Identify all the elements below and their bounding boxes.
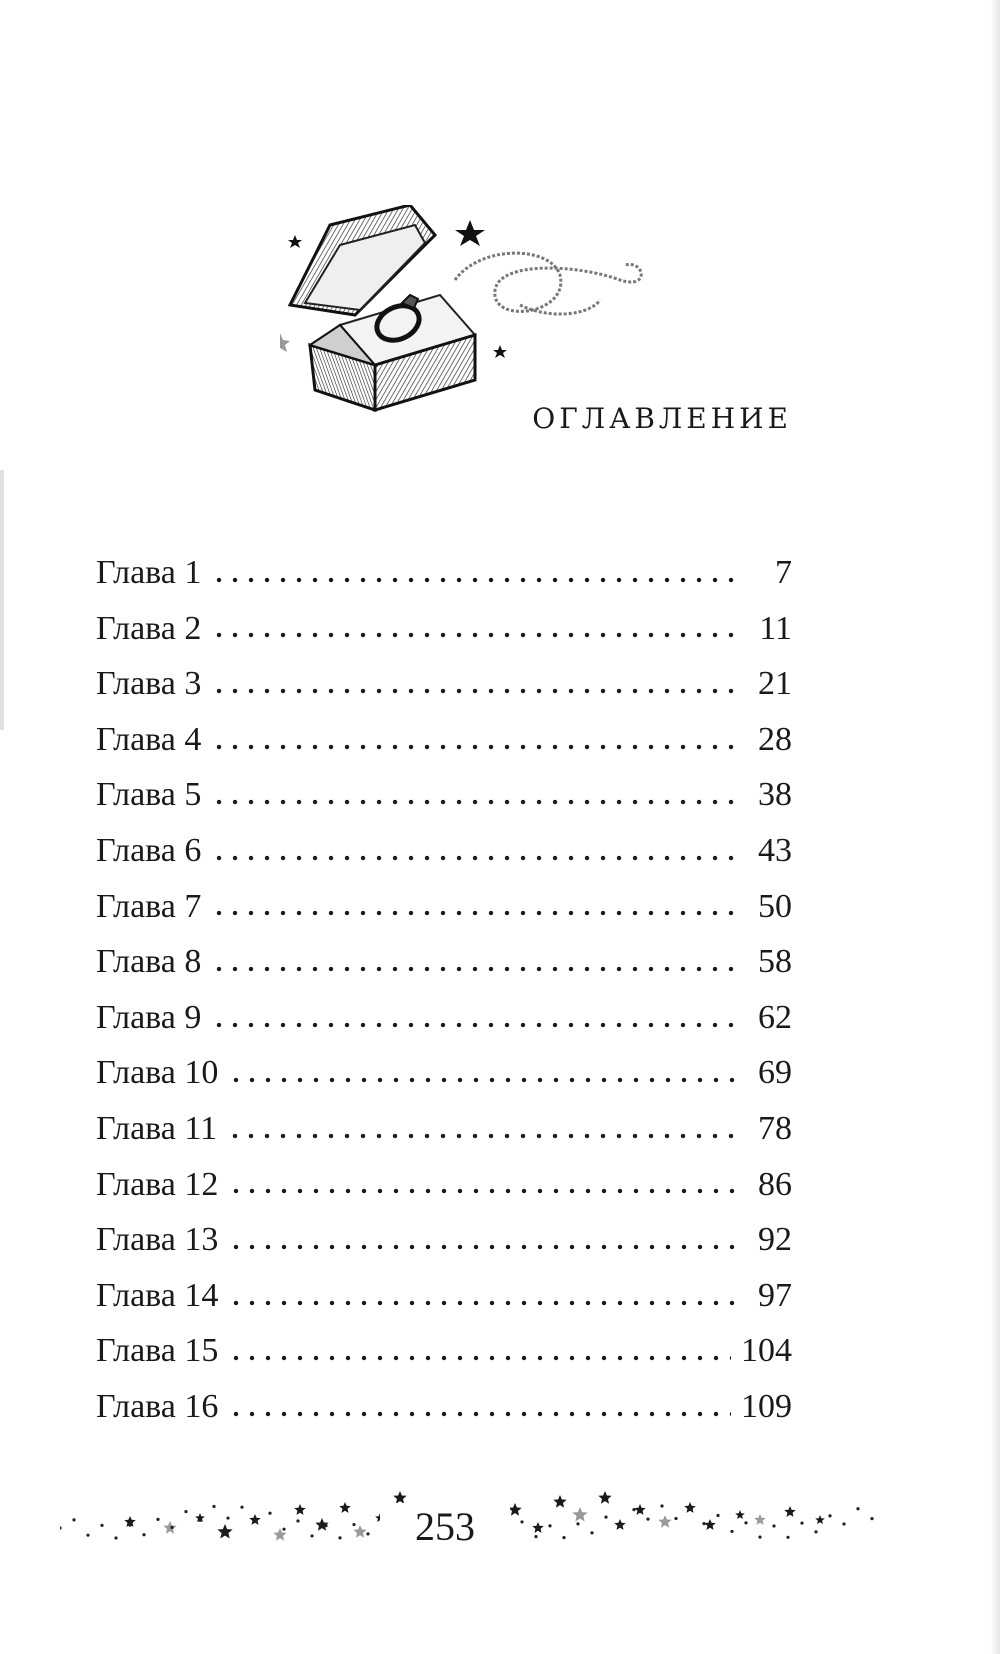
toc-leader-dots bbox=[211, 744, 742, 750]
dot-icon bbox=[562, 1536, 565, 1539]
star-icon bbox=[754, 1514, 765, 1525]
star-icon bbox=[553, 1495, 566, 1508]
dot-icon bbox=[100, 1524, 103, 1527]
page-edge-mark bbox=[0, 470, 4, 730]
dot-icon bbox=[170, 1526, 173, 1529]
toc-leader-dots bbox=[211, 577, 742, 583]
toc-entry-label: Глава 5 bbox=[96, 776, 202, 814]
dot-icon bbox=[324, 1524, 327, 1527]
dot-icon bbox=[534, 1535, 537, 1538]
dot-icon bbox=[310, 1534, 313, 1537]
star-icon bbox=[217, 1524, 232, 1539]
toc-entry-page: 28 bbox=[758, 720, 792, 758]
toc-entry-page: 50 bbox=[758, 887, 792, 925]
dot-icon bbox=[702, 1522, 705, 1525]
toc-entry bbox=[96, 656, 792, 712]
dot-icon bbox=[198, 1519, 201, 1522]
toc-entry-page: 109 bbox=[741, 1387, 792, 1425]
star-icon bbox=[634, 1504, 645, 1515]
toc-entry-page: 7 bbox=[775, 554, 792, 591]
toc-entry-label: Глава 9 bbox=[96, 998, 202, 1036]
toc-leader-dots bbox=[228, 1300, 742, 1306]
dot-icon bbox=[366, 1532, 369, 1535]
toc-entry bbox=[96, 1045, 792, 1101]
star-icon bbox=[815, 1515, 825, 1524]
dot-icon bbox=[660, 1504, 663, 1507]
dot-icon bbox=[688, 1507, 691, 1510]
dot-icon bbox=[114, 1536, 117, 1539]
star-icon bbox=[393, 1491, 406, 1504]
star-icon bbox=[598, 1491, 611, 1504]
dot-icon bbox=[352, 1523, 355, 1526]
toc-leader-dots bbox=[228, 1077, 742, 1083]
dot-icon bbox=[744, 1521, 747, 1524]
dot-icon bbox=[604, 1515, 607, 1518]
toc-leader-dots bbox=[211, 632, 742, 638]
toc-entry bbox=[96, 1379, 792, 1435]
dot-icon bbox=[786, 1536, 789, 1539]
toc-entry-page: 104 bbox=[741, 1332, 792, 1370]
toc-entry bbox=[96, 879, 792, 935]
toc-leader-dots bbox=[211, 855, 742, 861]
toc-entry-label: Глава 1 bbox=[96, 554, 202, 591]
toc-entry bbox=[96, 1157, 792, 1213]
dot-icon bbox=[548, 1524, 551, 1527]
toc-entry-page: 43 bbox=[758, 831, 792, 869]
toc-entry-page: 38 bbox=[758, 776, 792, 814]
dot-icon bbox=[282, 1528, 285, 1531]
ring-box-icon bbox=[290, 205, 475, 410]
toc-entry bbox=[96, 601, 792, 657]
toc-entry bbox=[96, 1323, 792, 1379]
dot-icon bbox=[184, 1510, 187, 1513]
toc-entry bbox=[96, 990, 792, 1046]
toc-entry bbox=[96, 1212, 792, 1268]
toc-entry-label: Глава 2 bbox=[96, 609, 202, 647]
dot-icon bbox=[60, 1526, 62, 1529]
toc-entry-page: 69 bbox=[758, 1054, 792, 1092]
toc-entry bbox=[96, 823, 792, 879]
toc-entry-label: Глава 16 bbox=[96, 1387, 219, 1425]
toc-entry-label: Глава 6 bbox=[96, 831, 202, 869]
toc-entry-page: 86 bbox=[758, 1165, 792, 1203]
dot-icon bbox=[338, 1536, 341, 1539]
toc-entry-label: Глава 13 bbox=[96, 1221, 219, 1259]
toc-leader-dots bbox=[227, 1133, 742, 1139]
swirl-icon bbox=[455, 253, 641, 314]
dot-icon bbox=[814, 1530, 817, 1533]
dot-icon bbox=[254, 1520, 257, 1523]
page-edge-shadow bbox=[990, 0, 1000, 1654]
star-icon bbox=[784, 1506, 795, 1517]
star-icon bbox=[532, 1522, 543, 1533]
dot-icon bbox=[758, 1536, 761, 1539]
star-icon bbox=[353, 1525, 366, 1538]
star-icon bbox=[704, 1519, 715, 1530]
page-number: 253 bbox=[380, 1503, 510, 1550]
dot-icon bbox=[240, 1506, 243, 1509]
toc-leader-dots bbox=[211, 1022, 742, 1028]
star-icon bbox=[339, 1502, 350, 1513]
toc-leader-dots bbox=[228, 1355, 731, 1361]
dot-icon bbox=[156, 1518, 159, 1521]
dot-icon bbox=[142, 1533, 145, 1536]
toc-entry-label: Глава 8 bbox=[96, 943, 202, 981]
table-of-contents bbox=[96, 545, 792, 1435]
toc-leader-dots bbox=[228, 1244, 742, 1250]
toc-leader-dots bbox=[211, 688, 742, 694]
ring-box-illustration bbox=[280, 205, 680, 435]
toc-entry-page: 21 bbox=[758, 665, 792, 703]
dot-icon bbox=[618, 1524, 621, 1527]
toc-leader-dots bbox=[228, 1188, 742, 1194]
dot-icon bbox=[590, 1531, 593, 1534]
dot-icon bbox=[296, 1519, 299, 1522]
toc-entry-label: Глава 15 bbox=[96, 1332, 219, 1370]
toc-entry bbox=[96, 712, 792, 768]
toc-entry-label: Глава 4 bbox=[96, 720, 202, 758]
dot-icon bbox=[632, 1508, 635, 1511]
star-icon bbox=[294, 1504, 305, 1515]
dot-icon bbox=[72, 1518, 75, 1521]
dot-icon bbox=[646, 1518, 649, 1521]
dot-icon bbox=[520, 1520, 523, 1523]
toc-entry-page: 58 bbox=[758, 943, 792, 981]
toc-entry bbox=[96, 545, 792, 601]
toc-entry-page: 97 bbox=[758, 1276, 792, 1314]
toc-entry bbox=[96, 767, 792, 823]
star-icon bbox=[508, 1503, 521, 1516]
toc-leader-dots bbox=[228, 1411, 731, 1417]
dot-icon bbox=[268, 1512, 271, 1515]
toc-entry-page: 62 bbox=[758, 998, 792, 1036]
dot-icon bbox=[716, 1514, 719, 1517]
toc-entry-page: 11 bbox=[759, 609, 792, 647]
dot-icon bbox=[730, 1530, 733, 1533]
dot-icon bbox=[86, 1534, 89, 1537]
star-icon bbox=[163, 1521, 176, 1534]
toc-entry-label: Глава 11 bbox=[96, 1109, 218, 1147]
dot-icon bbox=[870, 1517, 873, 1520]
toc-entry-label: Глава 7 bbox=[96, 887, 202, 925]
toc-entry-page: 78 bbox=[758, 1109, 792, 1147]
star-icon bbox=[572, 1507, 587, 1522]
toc-entry bbox=[96, 934, 792, 990]
star-icon bbox=[735, 1510, 745, 1519]
toc-entry-page: 92 bbox=[758, 1221, 792, 1259]
dot-icon bbox=[842, 1522, 845, 1525]
star-icon bbox=[249, 1514, 260, 1525]
toc-heading: ОГЛАВЛЕНИЕ bbox=[532, 402, 792, 435]
dot-icon bbox=[856, 1507, 859, 1510]
dot-icon bbox=[212, 1505, 215, 1508]
dot-icon bbox=[226, 1516, 229, 1519]
toc-leader-dots bbox=[211, 910, 742, 916]
toc-entry-label: Глава 14 bbox=[96, 1276, 219, 1314]
dot-icon bbox=[800, 1522, 803, 1525]
dot-icon bbox=[576, 1522, 579, 1525]
toc-entry bbox=[96, 1268, 792, 1324]
dot-icon bbox=[772, 1524, 775, 1527]
dot-icon bbox=[128, 1523, 131, 1526]
toc-entry-label: Глава 10 bbox=[96, 1054, 219, 1092]
toc-entry bbox=[96, 1101, 792, 1157]
toc-entry-label: Глава 3 bbox=[96, 665, 202, 703]
toc-leader-dots bbox=[211, 799, 742, 805]
star-icon bbox=[658, 1515, 671, 1528]
dot-icon bbox=[674, 1517, 677, 1520]
toc-entry-label: Глава 12 bbox=[96, 1165, 219, 1203]
toc-leader-dots bbox=[211, 966, 742, 972]
dot-icon bbox=[828, 1514, 831, 1517]
